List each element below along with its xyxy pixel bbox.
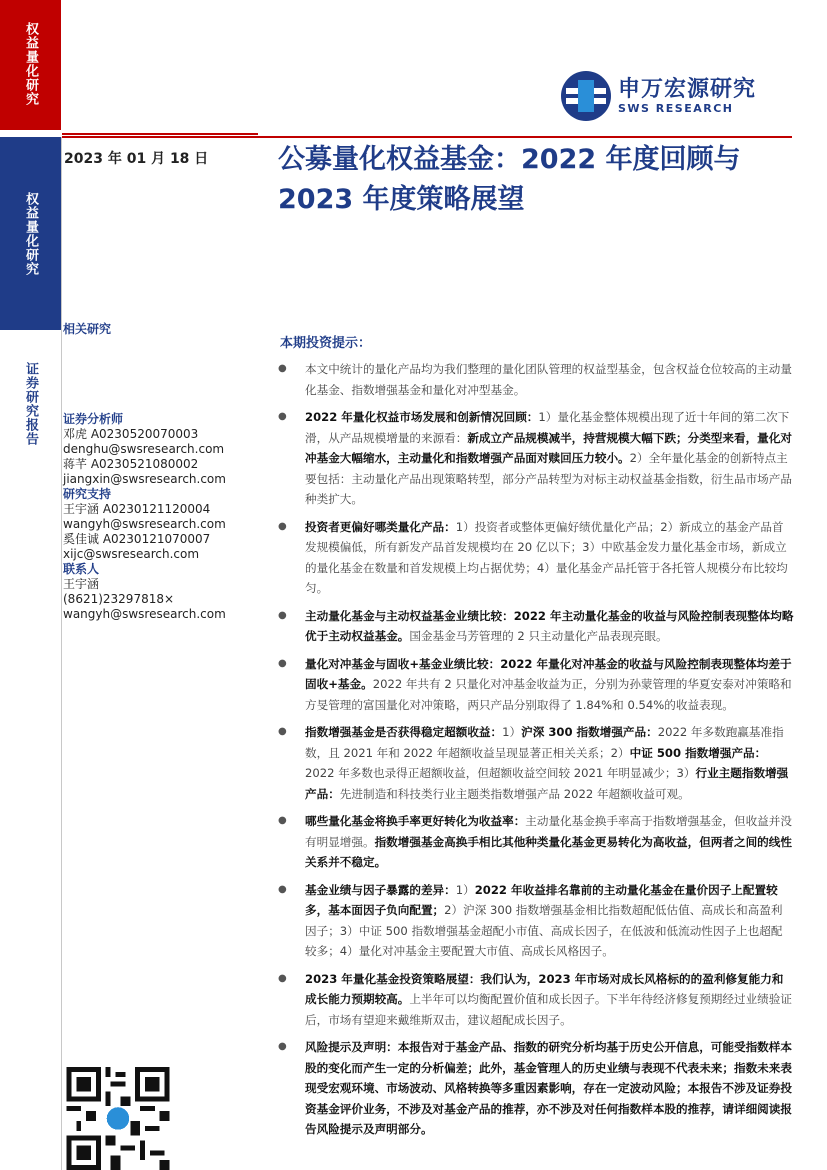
company-logo (560, 70, 756, 122)
tips-heading: 本期投资提示： (280, 336, 372, 351)
side-tab-report-type (0, 337, 61, 817)
related-research-heading (63, 322, 111, 337)
tip-emphasis: 指数增强基金是否获得稳定超额收益： (305, 725, 503, 739)
tip-text: 先进制造和科技类行业主题类指数增强产品 2022 年超额收益可观。 (339, 786, 690, 801)
tip-text: 2022 年多数跑赢基准指数，且 2021 年和 2022 年超额收益呈现显著正相关关系；2） (305, 725, 784, 760)
tip-item (278, 359, 794, 400)
logo-icon (560, 70, 612, 122)
tip-item (278, 880, 794, 962)
divider (61, 137, 62, 1170)
tip-item (278, 606, 794, 647)
tip-emphasis: 2022 年量化权益市场发展和创新情况回顾： (305, 410, 539, 424)
tip-emphasis: 量化对冲基金与固收+基金业绩比较：2022 年量化对冲基金的收益与风险控制表现整体均差于固收+基金。 (305, 656, 792, 691)
contact-phone: (8621)23297818× (63, 592, 175, 606)
tip-emphasis: 中证 500 指数增强产品： (629, 745, 767, 760)
header-rule (62, 136, 792, 138)
header-rule-short (62, 133, 258, 135)
tip-emphasis: 基金业绩与因子暴露的差异： (305, 882, 456, 897)
tip-emphasis: 主动量化基金与主动权益基金业绩比较：2022 年主动量化基金的收益与风险控制表现整体均略优于主动权益基金。 (305, 608, 794, 643)
tip-text: 2）全年量化基金的创新特点主要包括：主动量化产品出现策略转型，部分产品转型为对标主动权益基金指数，衍生品市场产品种类扩大。 (305, 451, 792, 506)
contact-line: 王宇涵 (63, 577, 100, 591)
contact-email[interactable]: wangyh@swsresearch.com (63, 607, 226, 621)
tip-emphasis: 2023 年量化基金投资策略展望：我们认为，2023 年市场对成长风格标的的盈利修复能力和成长能力预期较高。 (305, 971, 784, 1006)
contact-heading: 联系人 (63, 562, 100, 576)
analyst-line: 蒋芊 A0230521080002 (63, 457, 199, 471)
analyst-heading: 证券分析师 (63, 412, 124, 426)
support-email[interactable]: xijc@swsresearch.com (63, 547, 200, 561)
tip-item (278, 407, 794, 510)
support-line: 奚佳诚 A0230121070007 (63, 532, 211, 546)
side-tab-label: 权益量化研究 (23, 22, 38, 106)
tip-text: 上半年可以均衡配置价值和成长因子。下半年待经济修复预期经过业绩验证后，市场有望迎来戴维斯双击，建议超配成长因子。 (305, 992, 792, 1027)
tip-text: 1） (455, 882, 475, 897)
analyst-email[interactable]: denghu@swsresearch.com (63, 442, 225, 456)
tip-text: 2022 年多数也录得正超额收益，但超额收益空间较 2021 年明显减少；3） (305, 766, 696, 780)
tip-emphasis: 沪深 300 指数增强产品： (521, 725, 658, 739)
support-line: 王宇涵 A0230121120004 (63, 502, 211, 516)
tip-emphasis: 2022 年收益排名靠前的主动量化基金在量价因子上配置较多，基本面因子负向配置； (305, 882, 778, 917)
tip-text: 1）投资者或整体更偏好绩优量化产品；2）新成立的基金产品首发规模偏低，所有新发产品首发规模均在 20 亿以下；3）中欧基金发力量化基金市场，新成立的量化基金在数量和首发规模上均占据优势；4）量化基金产品托管于各托管人规模分布比较均匀。 (305, 519, 788, 595)
side-tab-label: 权益量化研究 (23, 192, 38, 276)
related-label: 相关研究 (63, 322, 112, 336)
tip-item (278, 517, 794, 599)
side-tab-equity-quant-2 (0, 137, 61, 330)
side-tab-equity-quant (0, 0, 61, 130)
tip-item (278, 722, 794, 804)
tip-text: 国金基金马芳管理的 2 只主动量化产品表现亮眼。 (409, 629, 668, 643)
tip-text: 2022 年共有 2 只量化对冲基金收益为正，分别为孙蒙管理的华夏安泰对冲策略和方旻管理的富国量化对冲策略，两只产品分别取得了 1.84%和 0.54%的收益表现。 (305, 677, 792, 712)
tip-item (278, 969, 794, 1031)
tip-text: 2）沪深 300 指数增强基金相比指数超配低估值、高成长和高盈利因子；3）中证 500 指数增强基金超配小市值、高成长因子，在低波和低流动性因子上也超配较多；4）量化对冲基金主要配置大市值、高成长风格因子。 (305, 903, 783, 958)
tip-emphasis: 指数增强基金高换手相比其他种类量化基金更易转化为高收益，但两者之间的线性关系并不稳定。 (305, 834, 792, 869)
qr-code-icon (66, 1067, 170, 1170)
report-date: 2023 年 01 月 18 日 (64, 151, 209, 167)
analyst-email[interactable]: jiangxin@swsresearch.com (63, 472, 226, 486)
investment-tips-list (278, 359, 794, 1147)
support-email[interactable]: wangyh@swsresearch.com (63, 517, 226, 531)
tip-emphasis: 风险提示及声明：本报告对于基金产品、指数的研究分析均基于历史公开信息，可能受指数样本股的变化而产生一定的分析偏差；此外，基金管理人的历史业绩与表现不代表未来；指数未来表现受宏观环境、市场波动、风格转换等多重因素影响，存在一定波动风险；本报告不涉及证券投资基金评价业务，不涉及对基金产品的推荐，亦不涉及对任何指数样本股的推荐，请详细阅读报告风险提示及声明部分。 (305, 1040, 792, 1136)
support-heading: 研究支持 (63, 487, 112, 501)
tip-emphasis: 新成立产品规模减半，持营规模大幅下跌；分类型来看，量化对冲基金大幅缩水，主动量化和指数增强产品面对赎回压力较小。 (305, 430, 792, 465)
tip-text: 1） (502, 725, 522, 739)
analyst-line: 邓虎 A0230520070003 (63, 427, 199, 441)
logo-cn: 申万宏源研究 (618, 76, 757, 102)
logo-en: SWS RESEARCH (618, 101, 734, 115)
tip-item (278, 1037, 794, 1140)
side-tab-label: 证券研究报告 (23, 362, 38, 446)
tip-item (278, 654, 794, 716)
tip-text: 主动量化基金换手率高于指数增强基金，但收益并没有明显增强。 (305, 814, 792, 849)
analyst-block (63, 412, 226, 622)
tip-item (278, 811, 794, 873)
tip-text: 本文中统计的量化产品均为我们整理的量化团队管理的权益型基金，包含权益仓位较高的主动量化基金、指数增强基金和量化对冲型基金。 (305, 362, 792, 397)
report-title: 公募量化权益基金：2022 年度回顾与 2023 年度策略展望 (278, 144, 741, 215)
tip-emphasis: 哪些量化基金将换手率更好转化为收益率： (305, 814, 526, 828)
tip-emphasis: 行业主题指数增强产品： (305, 766, 789, 801)
tip-text: 1）量化基金整体规模出现了近十年间的第二次下滑，从产品规模增量的来源看： (305, 410, 790, 445)
tip-emphasis: 投资者更偏好哪类量化产品： (305, 519, 456, 534)
